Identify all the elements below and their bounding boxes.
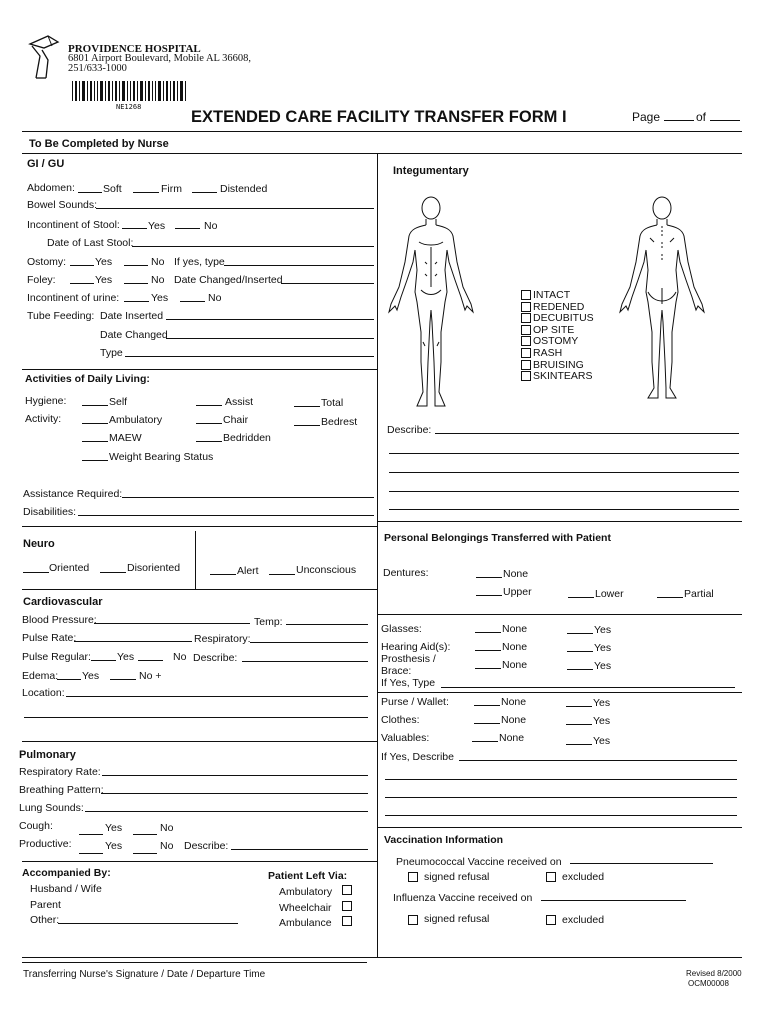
barcode [72, 81, 187, 101]
decubitus-checkbox[interactable] [521, 313, 531, 323]
valuables-none-label: None [499, 732, 525, 744]
left-ambulatory-label: Ambulatory [279, 886, 333, 898]
neuro-unconscious-label: Unconscious [296, 564, 357, 576]
integ-describe-line-1[interactable] [435, 433, 739, 434]
body-diagram-back [614, 192, 710, 406]
op-site-checkbox[interactable] [521, 325, 531, 335]
stool-yes-field[interactable] [122, 228, 147, 229]
rash-label: RASH [533, 346, 563, 359]
column-divider [377, 153, 378, 957]
influenza-date-field[interactable] [541, 900, 686, 901]
activity-label: Activity: [25, 413, 62, 425]
respiratory-field[interactable] [250, 642, 368, 643]
purse-yes-field[interactable] [566, 706, 592, 707]
influenza-excluded-label: excluded [562, 914, 605, 926]
pneumo-refusal-checkbox[interactable] [408, 872, 418, 882]
lung-sounds-label: Lung Sounds: [19, 802, 84, 814]
neuro-title: Neuro [23, 538, 55, 550]
urine-yes-label: Yes [151, 292, 169, 304]
op-site-label: OP SITE [533, 323, 575, 336]
other-field[interactable] [58, 923, 238, 924]
integ-describe-label: Describe: [387, 424, 432, 436]
hospital-phone: 251/633-1000 [68, 63, 127, 74]
bruising-label: BRUISING [533, 358, 584, 371]
dentures-partial-field[interactable] [657, 597, 683, 598]
activity-bedrest-field[interactable] [294, 425, 320, 426]
neuro-disoriented-field[interactable] [100, 572, 126, 573]
disabilities-label: Disabilities: [23, 506, 77, 518]
belongings-describe-line-3[interactable] [385, 797, 737, 798]
hearing-none-label: None [502, 641, 528, 653]
tube-feeding-label: Tube Feeding: [27, 310, 95, 322]
hearing-yes-label: Yes [594, 642, 612, 654]
skintears-label: SKINTEARS [533, 370, 593, 383]
lung-sounds-field[interactable] [85, 811, 368, 812]
neuro-oriented-label: Oriented [49, 562, 90, 574]
activity-maew-label: MAEW [109, 432, 142, 444]
valuables-none-field[interactable] [472, 741, 498, 742]
tube-date-inserted-label: Date Inserted [100, 310, 164, 322]
foley-date-field[interactable] [281, 283, 374, 284]
bowel-sounds-label: Bowel Sounds: [27, 199, 98, 211]
belongings-describe-line-1[interactable] [459, 760, 737, 761]
belongings-describe-line-4[interactable] [385, 815, 737, 816]
cough-no-label: No [160, 822, 174, 834]
dentures-lower-field[interactable] [568, 597, 594, 598]
left-ambulance-checkbox[interactable] [342, 916, 352, 926]
prosthesis-none-label: None [502, 659, 528, 671]
edema-no-field[interactable] [110, 679, 136, 680]
influenza-refusal-label: signed refusal [424, 913, 490, 925]
pulse-rate-label: Pulse Rate: [22, 632, 77, 644]
activity-maew-field[interactable] [82, 441, 108, 442]
redened-label: REDENED [533, 300, 585, 313]
page-label: Page [632, 110, 661, 124]
valuables-yes-field[interactable] [566, 744, 592, 745]
stool-no-field[interactable] [175, 228, 200, 229]
date-last-stool-label: Date of Last Stool: [47, 237, 134, 249]
clothes-yes-label: Yes [593, 715, 611, 727]
form-code: OCM00008 [688, 979, 729, 988]
hygiene-total-field[interactable] [294, 406, 320, 407]
tube-type-label: Type [100, 347, 123, 359]
foley-no-label: No [151, 274, 165, 286]
dentures-upper-label: Upper [503, 586, 532, 598]
foley-yes-label: Yes [95, 274, 113, 286]
hygiene-self-label: Self [109, 396, 128, 408]
breathing-pattern-label: Breathing Pattern: [19, 784, 104, 796]
edema-yes-field[interactable] [57, 679, 81, 680]
activity-bedrest-label: Bedrest [321, 416, 358, 428]
gigu-title: GI / GU [27, 158, 65, 170]
pneumo-excluded-checkbox[interactable] [546, 872, 556, 882]
parent-label: Parent [30, 899, 61, 911]
productive-describe-label: Describe: [184, 840, 229, 852]
incontinent-stool-label: Incontinent of Stool: [27, 219, 120, 231]
left-ambulance-label: Ambulance [279, 917, 332, 929]
adl-divider [22, 369, 377, 370]
assistance-required-label: Assistance Required: [23, 488, 123, 500]
ostomy-type-field[interactable] [224, 265, 374, 266]
prosthesis-none-field[interactable] [475, 668, 501, 669]
abdomen-soft-field[interactable] [78, 192, 102, 193]
belongings-type-label: If Yes, Type [381, 677, 436, 689]
pneumo-excluded-label: excluded [562, 871, 605, 883]
neuro-alert-field[interactable] [210, 574, 236, 575]
ostomy-checkbox[interactable] [521, 336, 531, 346]
tube-date-changed-field[interactable] [166, 338, 374, 339]
patient-left-title: Patient Left Via: [268, 870, 348, 882]
incontinent-urine-label: Incontinent of urine: [27, 292, 120, 304]
purse-none-label: None [501, 696, 527, 708]
weight-bearing-field[interactable] [82, 460, 108, 461]
ostomy-yes-field[interactable] [70, 265, 94, 266]
glasses-yes-field[interactable] [567, 633, 593, 634]
integ-describe-line-4[interactable] [389, 491, 739, 492]
neuro-oriented-field[interactable] [23, 572, 49, 573]
hygiene-assist-field[interactable] [196, 405, 222, 406]
integ-describe-line-3[interactable] [389, 472, 739, 473]
ostomy-yes-label: Yes [95, 256, 113, 268]
glasses-none-label: None [502, 623, 528, 635]
productive-yes-label: Yes [105, 840, 123, 852]
clothes-none-field[interactable] [474, 723, 500, 724]
valuables-label: Valuables: [381, 732, 430, 744]
dentures-lower-label: Lower [595, 588, 624, 600]
abdomen-firm-label: Firm [161, 183, 182, 195]
pulse-describe-label: Describe: [193, 652, 238, 664]
prosthesis-label: Prosthesis / [381, 653, 436, 665]
accompanied-title: Accompanied By: [22, 867, 111, 879]
pulse-regular-no-field[interactable] [138, 660, 163, 661]
left-ambulatory-checkbox[interactable] [342, 885, 352, 895]
ostomy-option-label: OSTOMY [533, 335, 579, 348]
activity-chair-label: Chair [223, 414, 249, 426]
pneumo-refusal-label: signed refusal [424, 871, 490, 883]
pulse-rate-field[interactable] [74, 641, 192, 642]
abdomen-distended-label: Distended [220, 183, 268, 195]
location-label: Location: [22, 687, 65, 699]
edema-no-label: No + [139, 670, 162, 682]
weight-bearing-label: Weight Bearing Status [109, 451, 214, 463]
cardio-divider [22, 589, 377, 590]
neuro-unconscious-field[interactable] [269, 574, 295, 575]
blood-pressure-field[interactable] [94, 623, 250, 624]
purse-label: Purse / Wallet: [381, 696, 449, 708]
purse-yes-label: Yes [593, 697, 611, 709]
pulse-regular-yes-label: Yes [117, 651, 135, 663]
pulse-regular-no-label: No [173, 651, 187, 663]
date-last-stool-field[interactable] [132, 246, 374, 247]
temp-field[interactable] [286, 624, 368, 625]
of-label: of [696, 110, 707, 124]
signature-field[interactable] [22, 962, 367, 963]
redened-checkbox[interactable] [521, 302, 531, 312]
valuables-yes-label: Yes [593, 735, 611, 747]
hygiene-assist-label: Assist [225, 396, 254, 408]
productive-no-field[interactable] [133, 853, 157, 854]
urine-no-label: No [208, 292, 222, 304]
foley-label: Foley: [27, 274, 56, 286]
page-total-field[interactable] [710, 120, 740, 121]
urine-yes-field[interactable] [124, 301, 149, 302]
temp-label: Temp: [254, 616, 283, 628]
foley-yes-field[interactable] [70, 283, 94, 284]
dentures-label: Dentures: [383, 567, 429, 579]
hearing-none-field[interactable] [475, 650, 501, 651]
neuro-disoriented-label: Disoriented [127, 562, 181, 574]
clothes-label: Clothes: [381, 714, 420, 726]
left-wheelchair-checkbox[interactable] [342, 901, 352, 911]
hospital-logo [26, 34, 62, 80]
foley-no-field[interactable] [124, 283, 148, 284]
brace-label: Brace: [381, 665, 412, 677]
glasses-none-field[interactable] [475, 632, 501, 633]
productive-describe-field[interactable] [231, 849, 368, 850]
signature-label: Transferring Nurse's Signature / Date / Departure Time [23, 969, 266, 980]
stool-no-label: No [204, 220, 218, 232]
prosthesis-yes-label: Yes [594, 660, 612, 672]
cough-label: Cough: [19, 820, 53, 832]
hearing-yes-field[interactable] [567, 651, 593, 652]
neuro-alert-label: Alert [237, 565, 259, 577]
activity-bedridden-label: Bedridden [223, 432, 271, 444]
other-label: Other: [30, 914, 60, 926]
pulmonary-divider [22, 741, 377, 742]
pulse-describe-field[interactable] [242, 661, 368, 662]
belongings-describe-label: If Yes, Describe [381, 751, 454, 763]
ostomy-no-label: No [151, 256, 165, 268]
decubitus-label: DECUBITUS [533, 312, 594, 325]
belongings-type-field[interactable] [441, 687, 735, 688]
abdomen-distended-field[interactable] [192, 192, 217, 193]
disabilities-field[interactable] [78, 515, 374, 516]
tube-date-changed-label: Date Changed [100, 329, 168, 341]
activity-bedridden-field[interactable] [196, 441, 222, 442]
hygiene-label: Hygiene: [25, 395, 67, 407]
influenza-refusal-checkbox[interactable] [408, 915, 418, 925]
breathing-pattern-field[interactable] [101, 793, 368, 794]
cardio-title: Cardiovascular [23, 596, 103, 608]
clothes-none-label: None [501, 714, 527, 726]
glasses-label: Glasses: [381, 623, 422, 635]
cough-yes-field[interactable] [79, 834, 103, 835]
rash-checkbox[interactable] [521, 348, 531, 358]
intact-label: INTACT [533, 289, 571, 301]
clothes-yes-field[interactable] [566, 724, 592, 725]
accompanied-divider [22, 861, 377, 862]
body-diagram-front [383, 192, 479, 414]
left-wheelchair-label: Wheelchair [279, 902, 332, 914]
activity-chair-field[interactable] [196, 423, 222, 424]
location-field-2[interactable] [24, 717, 368, 718]
barcode-text: NE1268 [116, 103, 142, 111]
integ-describe-line-2[interactable] [389, 453, 739, 454]
dentures-partial-label: Partial [684, 588, 714, 600]
vaccination-divider [377, 827, 742, 828]
stool-yes-label: Yes [148, 220, 166, 232]
edema-yes-label: Yes [82, 670, 100, 682]
influenza-excluded-checkbox[interactable] [546, 915, 556, 925]
glasses-yes-label: Yes [594, 624, 612, 636]
abdomen-soft-label: Soft [103, 183, 122, 195]
pneumo-label: Pneumococcal Vaccine received on [396, 856, 562, 868]
belongings-divider [377, 521, 742, 522]
cough-no-field[interactable] [133, 834, 157, 835]
bruising-checkbox[interactable] [521, 360, 531, 370]
purse-divider [377, 692, 742, 693]
influenza-label: Influenza Vaccine received on [393, 892, 533, 904]
nurse-header: To Be Completed by Nurse [29, 138, 169, 150]
tube-date-inserted-field[interactable] [166, 319, 374, 320]
assistance-required-field[interactable] [122, 497, 374, 498]
belongings-describe-line-2[interactable] [385, 779, 737, 780]
respiratory-rate-label: Respiratory Rate: [19, 766, 101, 778]
respiratory-label: Respiratory: [194, 633, 251, 645]
belongings-title: Personal Belongings Transferred with Patient [384, 532, 611, 544]
hearing-aids-label: Hearing Aid(s): [381, 641, 451, 653]
pulmonary-title: Pulmonary [19, 749, 76, 761]
footer-divider [22, 957, 742, 958]
productive-yes-field[interactable] [79, 853, 103, 854]
foley-date-label: Date Changed/Inserted [174, 274, 283, 286]
dentures-upper-field[interactable] [476, 595, 502, 596]
hygiene-total-label: Total [321, 397, 344, 409]
integ-describe-line-5[interactable] [389, 509, 739, 510]
intact-checkbox[interactable] [521, 290, 531, 300]
neuro-divider [22, 526, 377, 527]
hygiene-self-field[interactable] [82, 405, 108, 406]
form-title: EXTENDED CARE FACILITY TRANSFER FORM I [191, 108, 567, 126]
blood-pressure-label: Blood Pressure: [22, 614, 97, 626]
hospital-address: 6801 Airport Boulevard, Mobile AL 36608, [68, 53, 252, 64]
nurse-divider [22, 153, 742, 154]
abdomen-firm-field[interactable] [133, 192, 159, 193]
integumentary-title: Integumentary [393, 165, 469, 177]
neuro-inner-divider [195, 531, 196, 589]
pneumo-date-field[interactable] [570, 863, 713, 864]
header-divider [22, 131, 742, 132]
prosthesis-yes-field[interactable] [567, 669, 593, 670]
productive-label: Productive: [19, 838, 72, 850]
ostomy-no-field[interactable] [124, 265, 148, 266]
skintears-checkbox[interactable] [521, 371, 531, 381]
revised-label: Revised 8/2000 [686, 969, 742, 978]
adl-title: Activities of Daily Living: [25, 373, 150, 385]
respiratory-rate-field[interactable] [102, 775, 368, 776]
dentures-none-label: None [503, 568, 529, 580]
edema-label: Edema: [22, 670, 59, 682]
tube-type-field[interactable] [125, 356, 374, 357]
pulse-regular-label: Pulse Regular: [22, 651, 91, 663]
purse-none-field[interactable] [474, 705, 500, 706]
hospital-name: PROVIDENCE HOSPITAL [68, 43, 201, 55]
bowel-sounds-field[interactable] [96, 208, 374, 209]
activity-ambulatory-field[interactable] [82, 423, 108, 424]
activity-ambulatory-label: Ambulatory [109, 414, 163, 426]
ostomy-type-label: If yes, type [174, 256, 225, 268]
abdomen-label: Abdomen: [27, 182, 75, 194]
urine-no-field[interactable] [180, 301, 205, 302]
vaccination-title: Vaccination Information [384, 834, 504, 846]
pulse-regular-yes-field[interactable] [91, 660, 116, 661]
productive-no-label: No [160, 840, 174, 852]
page-number-field[interactable] [664, 120, 694, 121]
glasses-divider [377, 614, 742, 615]
location-field-1[interactable] [66, 696, 368, 697]
dentures-none-field[interactable] [476, 577, 502, 578]
husband-wife-label: Husband / Wife [30, 883, 102, 895]
cough-yes-label: Yes [105, 822, 123, 834]
ostomy-label: Ostomy: [27, 256, 67, 268]
